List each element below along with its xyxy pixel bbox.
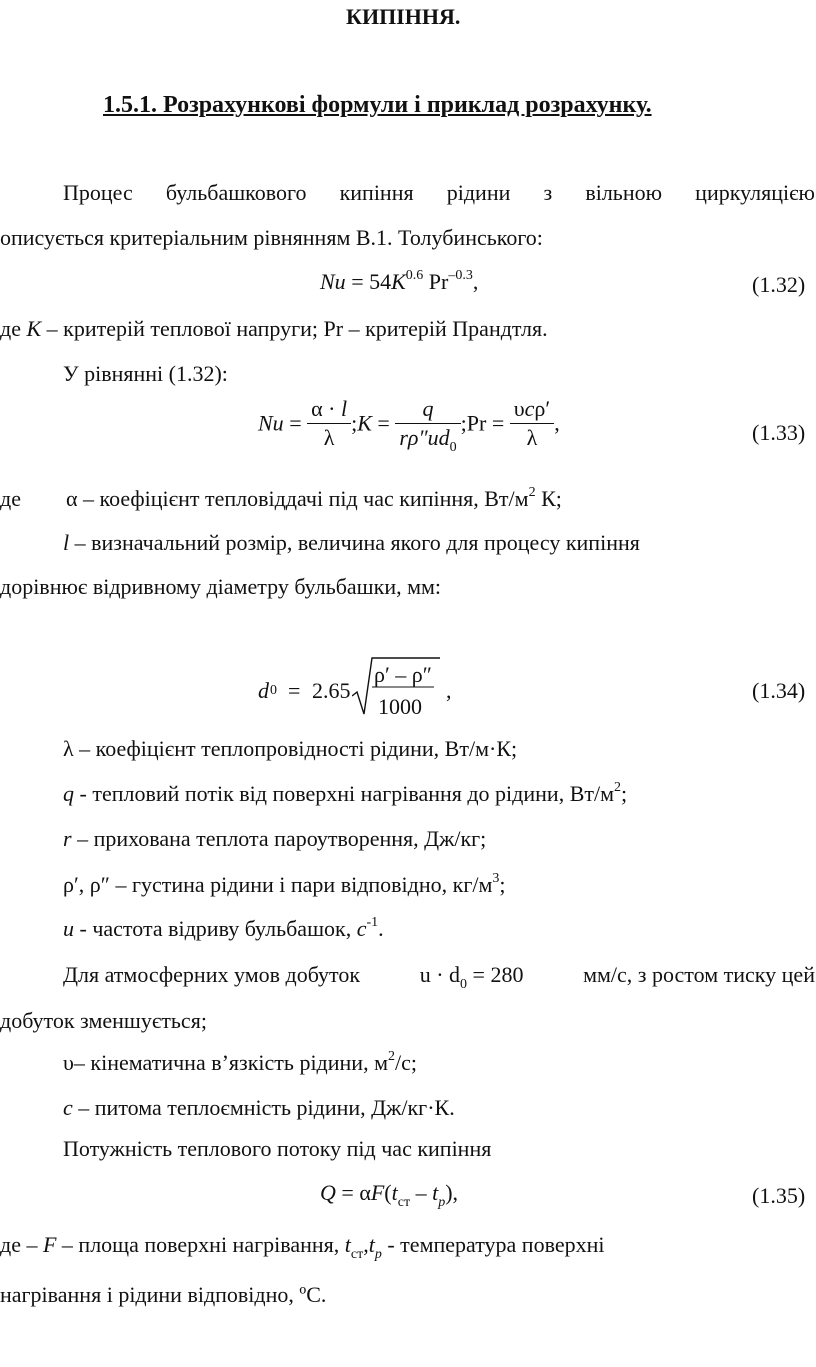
def-symbol: F: [42, 1232, 57, 1257]
def-symbol: ρ′, ρ″: [63, 872, 110, 897]
fraction: [307, 398, 351, 449]
def-subscript: ст: [350, 1247, 364, 1262]
def-symbol: u: [63, 916, 74, 941]
eq-symbol: Nu: [258, 410, 284, 436]
eq-symbol: λ: [526, 425, 538, 450]
eq-symbol: 2.65: [312, 678, 351, 703]
def-symbol: υ: [63, 1050, 74, 1075]
equation-1-32: [320, 268, 479, 294]
definition-line: [63, 915, 384, 941]
eq-symbol: l: [340, 396, 348, 421]
def-symbol: l: [63, 530, 70, 555]
eq-symbol: =: [377, 410, 390, 436]
eq-symbol: Nu: [320, 269, 346, 294]
def-text: - температура поверхні: [387, 1232, 605, 1257]
def-text: /с;: [395, 1050, 417, 1075]
def-text: – питома теплоємність рідини, Дж/кг·К.: [78, 1095, 455, 1120]
def-sup: 3: [492, 871, 500, 886]
eq-symbol: Q: [320, 1180, 336, 1205]
eq-symbol: ,: [446, 678, 452, 703]
eq-symbol: d: [258, 678, 269, 703]
def-prefix: де: [0, 316, 21, 341]
def-sup: 2: [388, 1049, 395, 1064]
page-title: КИПІННЯ.: [346, 4, 461, 29]
def-text: – визначальний розмір, величина якого для процесу кипіння: [74, 530, 640, 555]
eq-symbol: ,: [452, 1180, 459, 1205]
eq-subscript: 0: [460, 977, 468, 992]
paragraph-line: [63, 962, 815, 992]
definition-line: де: [0, 486, 21, 511]
eq-exponent: –0.3: [448, 268, 473, 283]
def-symbol: c: [63, 1095, 73, 1120]
definition-line: [63, 738, 517, 760]
definition-line: [0, 318, 548, 340]
eq-symbol: t: [391, 1180, 398, 1205]
eq-symbol: K: [357, 410, 372, 436]
eq-symbol: ·: [436, 962, 444, 987]
eq-symbol: t: [432, 1180, 439, 1205]
eq-symbol: K: [391, 269, 406, 294]
def-sup: 2: [614, 780, 622, 795]
eq-symbol: Pr: [466, 410, 487, 436]
eq-symbol: ;: [460, 410, 467, 436]
def-text: – густина рідини і пари відповідно, кг/м: [115, 872, 493, 897]
eq-symbol: 280: [490, 962, 524, 987]
fraction: [395, 396, 460, 455]
def-symbol: q: [63, 781, 74, 806]
equation-number: (1.34): [752, 678, 806, 703]
eq-symbol: ρ′: [534, 396, 551, 421]
eq-subscript: 0: [449, 440, 457, 455]
eq-symbol: λ: [323, 425, 335, 450]
paragraph-line: У рівнянні (1.32):: [63, 361, 228, 386]
eq-symbol: u: [419, 962, 431, 987]
equation-number: (1.32): [752, 272, 806, 297]
eq-exponent: 0.6: [405, 268, 424, 283]
paragraph-text: мм/с, з ростом тиску цей: [583, 962, 815, 987]
def-text: – коефіцієнт тепловіддачі під час кипіння, Вт/м: [83, 486, 529, 511]
eq-symbol: =: [288, 678, 301, 703]
def-text: ;: [499, 872, 506, 897]
def-symbol: r: [63, 826, 72, 851]
def-text: ,: [363, 1232, 369, 1257]
eq-symbol: α: [311, 396, 323, 421]
paragraph-text: Для атмосферних умов добуток: [63, 962, 361, 987]
eq-symbol: ,: [472, 269, 479, 294]
def-text: – площа поверхні нагрівання,: [61, 1232, 340, 1257]
paragraph-line: описується критеріальним рівнянням В.1. Толубинського:: [0, 225, 543, 250]
eq-numerator: ρ′ – ρ″: [374, 662, 432, 687]
eq-symbol: ,: [554, 410, 560, 436]
def-text: – кінематична в’язкість рідини, м: [73, 1050, 388, 1075]
definition-line: нагрівання і рідини відповідно, ºС.: [0, 1282, 327, 1307]
eq-symbol: ;: [351, 410, 358, 436]
paragraph-line: Процес бульбашкового кипіння рідини з вільною циркуляцією: [63, 180, 815, 205]
definition-line: [63, 780, 628, 806]
eq-symbol: =: [351, 269, 364, 294]
eq-symbol: ud: [427, 425, 450, 450]
def-symbol: K: [26, 316, 42, 341]
eq-symbol: α: [359, 1180, 371, 1205]
equation-1-33: [258, 396, 560, 455]
definition-line: [66, 485, 562, 511]
def-symbol: t: [368, 1232, 375, 1257]
definition-line: [0, 1232, 605, 1262]
eq-symbol: q: [395, 398, 460, 424]
definition-line: [63, 532, 640, 554]
eq-subscript: ст: [397, 1195, 411, 1210]
def-sup: 2: [528, 485, 536, 500]
eq-symbol: =: [289, 410, 302, 436]
eq-denominator: 1000: [378, 694, 422, 719]
def-text: - частота відриву бульбашок,: [79, 916, 352, 941]
eq-symbol: 54: [369, 269, 392, 294]
eq-symbol: =: [341, 1180, 354, 1205]
section-heading: 1.5.1. Розрахункові формули і приклад розрахунку.: [103, 92, 652, 118]
def-symbol: t: [344, 1232, 351, 1257]
fraction: [510, 398, 554, 449]
eq-symbol: (: [384, 1180, 392, 1205]
def-symbol: c: [356, 916, 367, 941]
eq-symbol: –: [415, 1180, 427, 1205]
def-unit: К;: [541, 486, 562, 511]
definition-line: [63, 828, 486, 850]
eq-subscript: p: [438, 1195, 446, 1210]
definition-line: [63, 1049, 417, 1075]
eq-symbol: ): [445, 1180, 453, 1205]
def-text: – прихована теплота пароутворення, Дж/кг;: [77, 826, 487, 851]
def-text: .: [378, 916, 384, 941]
eq-symbol: F: [370, 1180, 385, 1205]
def-subscript: p: [374, 1247, 382, 1262]
eq-symbol: ·: [328, 396, 336, 421]
eq-symbol: d: [449, 962, 461, 987]
definition-line: [63, 1097, 455, 1119]
def-text: – коефіцієнт теплопровідності рідини, Вт/м·К;: [79, 736, 518, 761]
eq-symbol: =: [491, 410, 505, 436]
def-text: - тепловий потік від поверхні нагрівання до рідини, Вт/м: [79, 781, 615, 806]
paragraph-line: Потужність теплового потоку під час кипіння: [63, 1136, 492, 1161]
def-prefix: де –: [0, 1232, 38, 1257]
def-text: ;: [621, 781, 628, 806]
eq-symbol: c: [524, 396, 535, 421]
eq-symbol: =: [472, 962, 485, 987]
def-symbol: α: [66, 486, 78, 511]
equation-number: (1.33): [752, 420, 806, 445]
equation-number: (1.35): [752, 1183, 806, 1208]
paragraph-line: добуток зменшується;: [0, 1008, 207, 1033]
equation-1-35: [320, 1180, 459, 1210]
definition-line: дорівнює відривному діаметру бульбашки, мм:: [0, 574, 442, 599]
def-sup: -1: [366, 915, 379, 930]
eq-symbol: rρ″: [399, 425, 428, 450]
eq-symbol: υ: [513, 396, 525, 421]
inline-formula: [419, 962, 524, 992]
eq-symbol: Pr: [428, 269, 449, 294]
definition-line: [63, 871, 506, 897]
eq-subscript: 0: [270, 683, 277, 698]
def-text: – критерій теплової напруги; Pr – критерій Прандтля.: [46, 316, 548, 341]
def-symbol: λ: [63, 736, 74, 761]
